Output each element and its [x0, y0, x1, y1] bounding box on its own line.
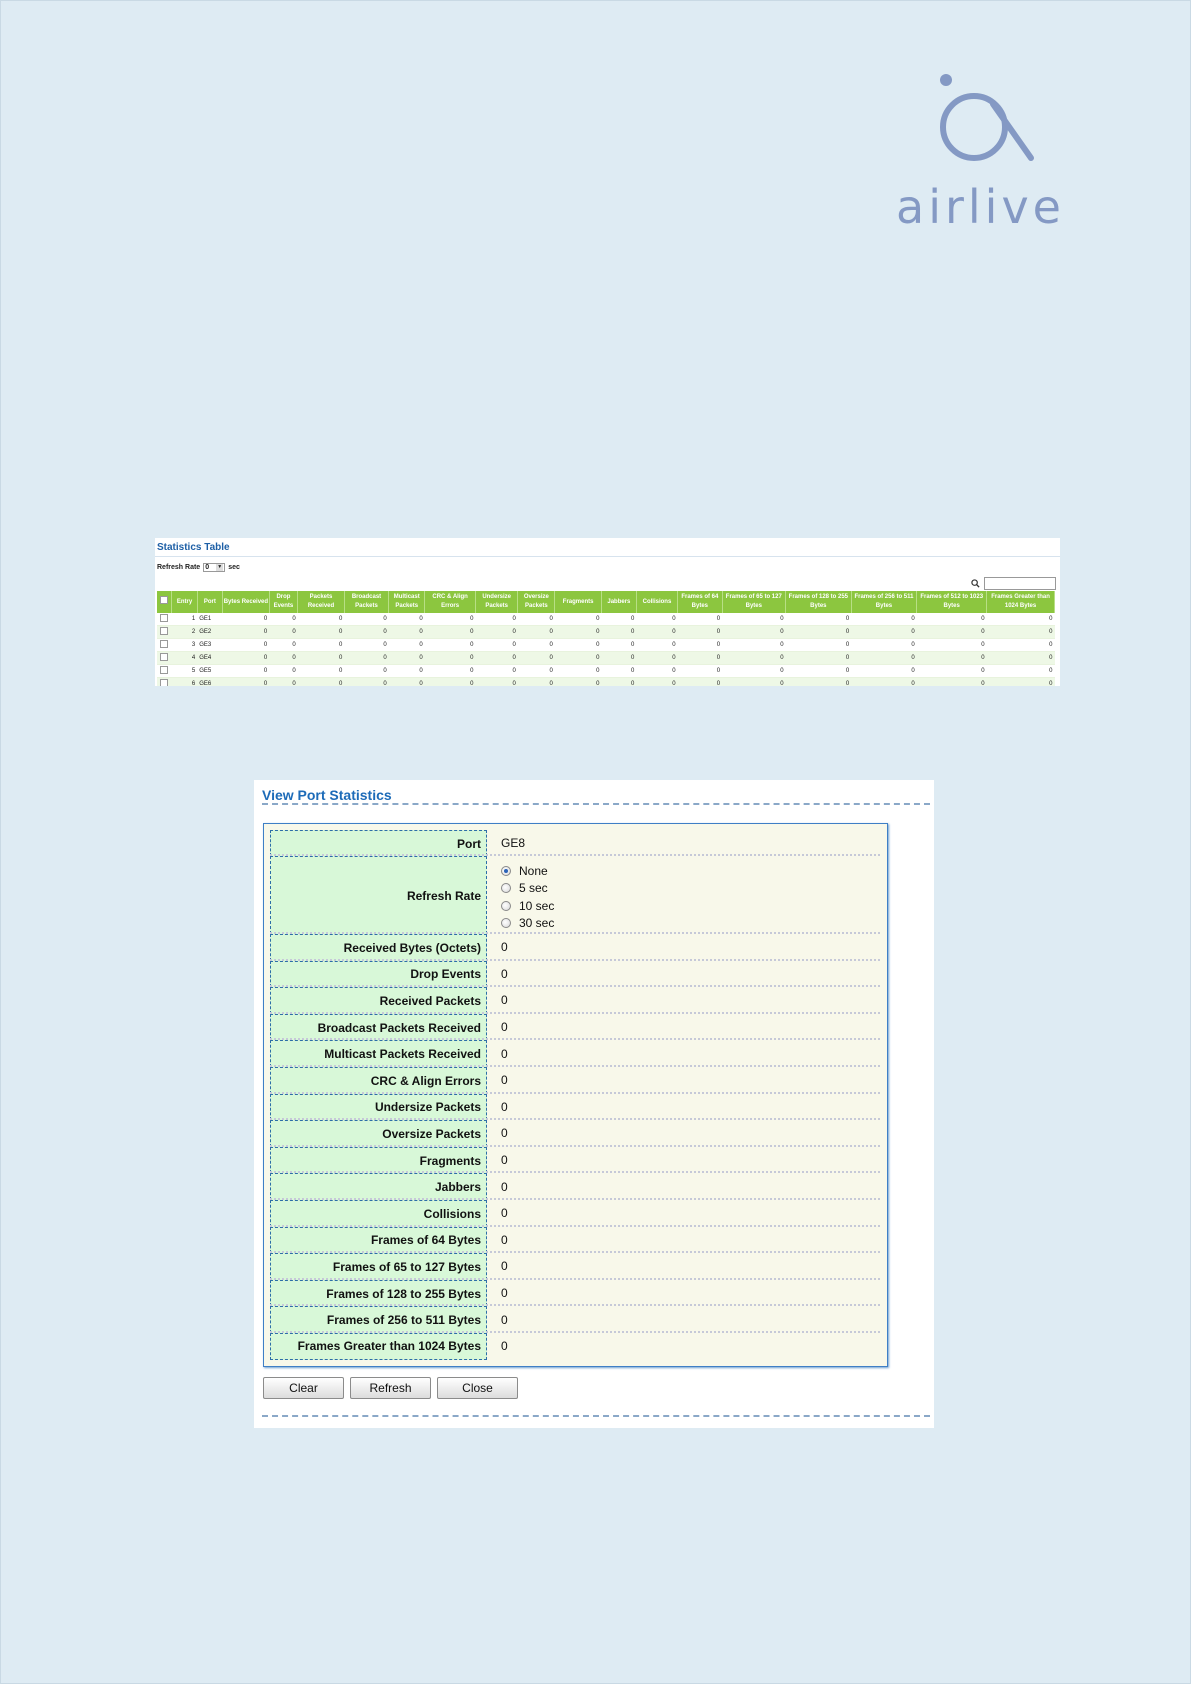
radio-button[interactable]: [501, 918, 511, 928]
statistic-row: [270, 1040, 880, 1067]
value-cell: 0: [786, 652, 852, 665]
value-cell: 0: [344, 639, 388, 652]
value-cell: 0: [678, 626, 722, 639]
port-cell: GE1: [197, 613, 222, 626]
column-header: CRC & Align Errors: [425, 591, 476, 613]
value-cell: 0: [223, 652, 270, 665]
clear-button[interactable]: Clear: [263, 1377, 344, 1399]
row-checkbox[interactable]: [160, 679, 168, 686]
radio-button[interactable]: [501, 901, 511, 911]
column-header: Broadcast Packets: [344, 591, 388, 613]
search-icon[interactable]: [971, 579, 980, 588]
port-cell: GE6: [197, 678, 222, 687]
value-cell: 0: [425, 639, 476, 652]
value-cell: 0: [555, 652, 602, 665]
value-cell: 0: [722, 665, 786, 678]
value-cell: 0: [636, 639, 677, 652]
value-cell: 0: [518, 665, 555, 678]
statistic-value: 0: [501, 966, 508, 981]
statistic-label: Received Bytes (Octets): [270, 934, 487, 961]
statistic-value: 0: [501, 1179, 508, 1194]
statistic-label: Multicast Packets Received: [270, 1040, 487, 1067]
entry-cell: 6: [172, 678, 197, 687]
value-cell: 0: [344, 678, 388, 687]
value-cell: 0: [987, 665, 1055, 678]
refresh-option[interactable]: [501, 880, 554, 898]
statistic-label: CRC & Align Errors: [270, 1067, 487, 1094]
value-cell: 0: [636, 665, 677, 678]
value-cell: 0: [269, 639, 298, 652]
column-header: Undersize Packets: [476, 591, 518, 613]
table-row[interactable]: [157, 665, 1055, 678]
statistic-label: Drop Events: [270, 961, 487, 988]
table-row[interactable]: [157, 678, 1055, 687]
statistic-row: [270, 1227, 880, 1254]
value-cell: 0: [344, 652, 388, 665]
refresh-option[interactable]: [501, 915, 554, 933]
value-cell: 0: [476, 678, 518, 687]
port-cell: GE2: [197, 626, 222, 639]
value-cell: 0: [917, 652, 987, 665]
refresh-rate-label: Refresh Rate: [270, 856, 487, 934]
value-cell: 0: [269, 665, 298, 678]
value-cell: 0: [555, 613, 602, 626]
value-cell: 0: [223, 639, 270, 652]
value-cell: 0: [786, 613, 852, 626]
statistic-value: 0: [501, 1259, 508, 1274]
refresh-rate-unit: sec: [228, 564, 240, 571]
row-checkbox[interactable]: [160, 614, 168, 622]
action-buttons: [263, 1377, 518, 1399]
row-checkbox[interactable]: [160, 640, 168, 648]
value-cell: 0: [851, 639, 917, 652]
statistic-label: Collisions: [270, 1200, 487, 1227]
value-cell: 0: [518, 652, 555, 665]
statistic-value: 0: [501, 1020, 508, 1035]
statistic-row: [270, 1280, 880, 1307]
value-cell: 0: [917, 678, 987, 687]
statistic-value: 0: [501, 1232, 508, 1247]
column-header: Frames of 64 Bytes: [678, 591, 722, 613]
value-cell: 0: [722, 639, 786, 652]
port-statistics-form: [263, 823, 888, 1367]
row-checkbox-cell: [157, 652, 172, 665]
statistic-row: [270, 1067, 880, 1094]
port-cell: GE3: [197, 639, 222, 652]
value-cell: 0: [678, 678, 722, 687]
radio-button[interactable]: [501, 866, 511, 876]
value-cell: 0: [269, 652, 298, 665]
statistic-row: [270, 1173, 880, 1200]
value-cell: 0: [987, 613, 1055, 626]
value-cell: 0: [851, 665, 917, 678]
refresh-rate-radio-group: [501, 862, 554, 932]
value-cell: 0: [425, 652, 476, 665]
value-cell: 0: [223, 665, 270, 678]
value-cell: 0: [344, 626, 388, 639]
column-header: Drop Events: [269, 591, 298, 613]
refresh-button[interactable]: Refresh: [350, 1377, 431, 1399]
value-cell: 0: [425, 613, 476, 626]
statistic-label: Oversize Packets: [270, 1120, 487, 1147]
value-cell: 0: [223, 626, 270, 639]
statistic-value: 0: [501, 1126, 508, 1141]
value-cell: 0: [389, 652, 425, 665]
search-input[interactable]: [984, 577, 1056, 590]
port-cell: GE5: [197, 665, 222, 678]
value-cell: 0: [298, 665, 345, 678]
value-cell: 0: [636, 678, 677, 687]
value-cell: 0: [476, 626, 518, 639]
value-cell: 0: [518, 678, 555, 687]
column-header: Collisions: [636, 591, 677, 613]
statistic-row: [270, 987, 880, 1014]
value-cell: 0: [223, 678, 270, 687]
refresh-rate-select[interactable]: [203, 563, 225, 572]
refresh-rate-row: [157, 563, 240, 572]
port-row: [270, 830, 880, 856]
value-cell: 0: [636, 626, 677, 639]
value-cell: 0: [425, 678, 476, 687]
value-cell: 0: [601, 678, 636, 687]
statistic-value: 0: [501, 993, 508, 1008]
statistic-row: [270, 1200, 880, 1227]
statistic-label: Frames of 64 Bytes: [270, 1227, 487, 1254]
port-value: GE8: [501, 836, 526, 850]
airlive-logo-word: airlive: [896, 180, 1065, 234]
value-cell: 0: [601, 613, 636, 626]
statistic-label: Fragments: [270, 1147, 487, 1174]
value-cell: 0: [601, 665, 636, 678]
row-checkbox[interactable]: [160, 627, 168, 635]
value-cell: 0: [917, 639, 987, 652]
value-cell: 0: [851, 626, 917, 639]
title-divider: [262, 803, 930, 805]
search-row: [971, 577, 1056, 590]
value-cell: 0: [298, 613, 345, 626]
value-cell: 0: [555, 639, 602, 652]
row-checkbox[interactable]: [160, 653, 168, 661]
value-cell: 0: [636, 613, 677, 626]
statistic-label: Frames of 128 to 255 Bytes: [270, 1280, 487, 1307]
value-cell: 0: [851, 613, 917, 626]
value-cell: 0: [269, 626, 298, 639]
statistic-row: [270, 1014, 880, 1041]
value-cell: 0: [786, 626, 852, 639]
value-cell: 0: [722, 626, 786, 639]
value-cell: 0: [722, 613, 786, 626]
airlive-logo-icon: [896, 70, 1076, 180]
statistic-row: [270, 934, 880, 961]
value-cell: 0: [601, 652, 636, 665]
value-cell: 0: [987, 652, 1055, 665]
close-button[interactable]: Close: [437, 1377, 518, 1399]
table-row[interactable]: [157, 639, 1055, 652]
title-divider: [155, 556, 1060, 557]
row-checkbox-cell: [157, 613, 172, 626]
row-checkbox-cell: [157, 626, 172, 639]
table-body: [157, 613, 1055, 686]
port-cell: GE4: [197, 652, 222, 665]
table-header-row: [157, 591, 1055, 613]
column-header: Fragments: [555, 591, 602, 613]
bottom-divider: [262, 1415, 930, 1417]
airlive-logo: [896, 70, 1076, 234]
value-cell: 0: [389, 639, 425, 652]
value-cell: 0: [389, 678, 425, 687]
row-checkbox-cell: [157, 639, 172, 652]
port-label: Port: [270, 830, 487, 856]
statistic-label: Frames Greater than 1024 Bytes: [270, 1333, 487, 1360]
column-header: Oversize Packets: [518, 591, 555, 613]
value-cell: 0: [786, 639, 852, 652]
value-cell: 0: [601, 639, 636, 652]
refresh-rate-row: [270, 856, 880, 934]
value-cell: 0: [298, 626, 345, 639]
column-header: Frames of 256 to 511 Bytes: [851, 591, 917, 613]
table-row[interactable]: [157, 652, 1055, 665]
row-checkbox-cell: [157, 678, 172, 687]
view-port-statistics-panel: [254, 780, 934, 1428]
statistic-label: Frames of 65 to 127 Bytes: [270, 1253, 487, 1280]
table-row[interactable]: [157, 626, 1055, 639]
statistic-row: [270, 961, 880, 988]
statistic-value: 0: [501, 1099, 508, 1114]
statistic-row: [270, 1333, 880, 1360]
entry-cell: 2: [172, 626, 197, 639]
value-cell: 0: [425, 665, 476, 678]
select-all-checkbox[interactable]: [160, 596, 168, 604]
statistic-label: Jabbers: [270, 1173, 487, 1200]
value-cell: 0: [476, 613, 518, 626]
refresh-option[interactable]: [501, 897, 554, 915]
statistic-row: [270, 1306, 880, 1333]
value-cell: 0: [555, 665, 602, 678]
value-cell: 0: [555, 678, 602, 687]
value-cell: 0: [389, 613, 425, 626]
value-cell: 0: [298, 639, 345, 652]
column-header: Multicast Packets: [389, 591, 425, 613]
row-checkbox-cell: [157, 665, 172, 678]
value-cell: 0: [298, 652, 345, 665]
statistic-value: 0: [501, 940, 508, 955]
column-header: Frames Greater than 1024 Bytes: [987, 591, 1055, 613]
value-cell: 0: [636, 652, 677, 665]
value-cell: 0: [223, 613, 270, 626]
statistic-value: 0: [501, 1206, 508, 1221]
refresh-option-label: 30 sec: [519, 916, 555, 931]
column-header: Entry: [172, 591, 197, 613]
column-header: Bytes Received: [223, 591, 270, 613]
value-cell: 0: [425, 626, 476, 639]
refresh-option[interactable]: [501, 862, 554, 880]
value-cell: 0: [917, 613, 987, 626]
value-cell: 0: [851, 678, 917, 687]
refresh-option-label: 10 sec: [519, 898, 555, 913]
value-cell: 0: [476, 639, 518, 652]
value-cell: 0: [344, 665, 388, 678]
refresh-rate-value: 0: [205, 564, 210, 571]
statistic-row: [270, 1147, 880, 1174]
statistic-value: 0: [501, 1046, 508, 1061]
column-header: Packets Received: [298, 591, 345, 613]
value-cell: 0: [344, 613, 388, 626]
value-cell: 0: [389, 665, 425, 678]
value-cell: 0: [269, 613, 298, 626]
value-cell: 0: [786, 665, 852, 678]
value-cell: 0: [678, 613, 722, 626]
refresh-rate-label: Refresh Rate: [157, 564, 201, 571]
value-cell: 0: [298, 678, 345, 687]
value-cell: 0: [917, 665, 987, 678]
entry-cell: 1: [172, 613, 197, 626]
select-all-header[interactable]: [157, 591, 172, 613]
statistic-value: 0: [501, 1153, 508, 1168]
column-header: Frames of 65 to 127 Bytes: [722, 591, 786, 613]
statistic-label: Undersize Packets: [270, 1094, 487, 1121]
value-cell: 0: [518, 626, 555, 639]
value-cell: 0: [987, 639, 1055, 652]
view-port-statistics-title: View Port Statistics: [262, 787, 392, 803]
statistic-row: [270, 1120, 880, 1147]
statistic-value: 0: [501, 1073, 508, 1088]
column-header: Frames of 512 to 1023 Bytes: [917, 591, 987, 613]
refresh-option-label: 5 sec: [519, 881, 548, 896]
value-cell: 0: [917, 626, 987, 639]
value-cell: 0: [269, 678, 298, 687]
statistic-row: [270, 1253, 880, 1280]
value-cell: 0: [678, 639, 722, 652]
value-cell: 0: [987, 626, 1055, 639]
statistic-row: [270, 1094, 880, 1121]
value-cell: 0: [389, 626, 425, 639]
entry-cell: 4: [172, 652, 197, 665]
table-row[interactable]: [157, 613, 1055, 626]
entry-cell: 5: [172, 665, 197, 678]
value-cell: 0: [476, 652, 518, 665]
statistic-value: 0: [501, 1339, 508, 1354]
statistic-value: 0: [501, 1312, 508, 1327]
chevron-down-icon: ▼: [217, 564, 223, 570]
value-cell: 0: [722, 652, 786, 665]
entry-cell: 3: [172, 639, 197, 652]
value-cell: 0: [678, 665, 722, 678]
value-cell: 0: [722, 678, 786, 687]
statistics-table-panel: [155, 538, 1060, 686]
value-cell: 0: [518, 613, 555, 626]
row-checkbox[interactable]: [160, 666, 168, 674]
statistics-table: [157, 591, 1055, 686]
value-cell: 0: [476, 665, 518, 678]
statistic-label: Received Packets: [270, 987, 487, 1014]
value-cell: 0: [555, 626, 602, 639]
column-header: Jabbers: [601, 591, 636, 613]
value-cell: 0: [786, 678, 852, 687]
statistic-label: Broadcast Packets Received: [270, 1014, 487, 1041]
refresh-option-label: None: [519, 863, 548, 878]
value-cell: 0: [851, 652, 917, 665]
radio-button[interactable]: [501, 883, 511, 893]
column-header: Port: [197, 591, 222, 613]
statistic-label: Frames of 256 to 511 Bytes: [270, 1306, 487, 1333]
value-cell: 0: [518, 639, 555, 652]
value-cell: 0: [601, 626, 636, 639]
value-cell: 0: [678, 652, 722, 665]
value-cell: 0: [987, 678, 1055, 687]
statistics-table-title: Statistics Table: [157, 542, 230, 553]
statistic-value: 0: [501, 1286, 508, 1301]
column-header: Frames of 128 to 255 Bytes: [786, 591, 852, 613]
